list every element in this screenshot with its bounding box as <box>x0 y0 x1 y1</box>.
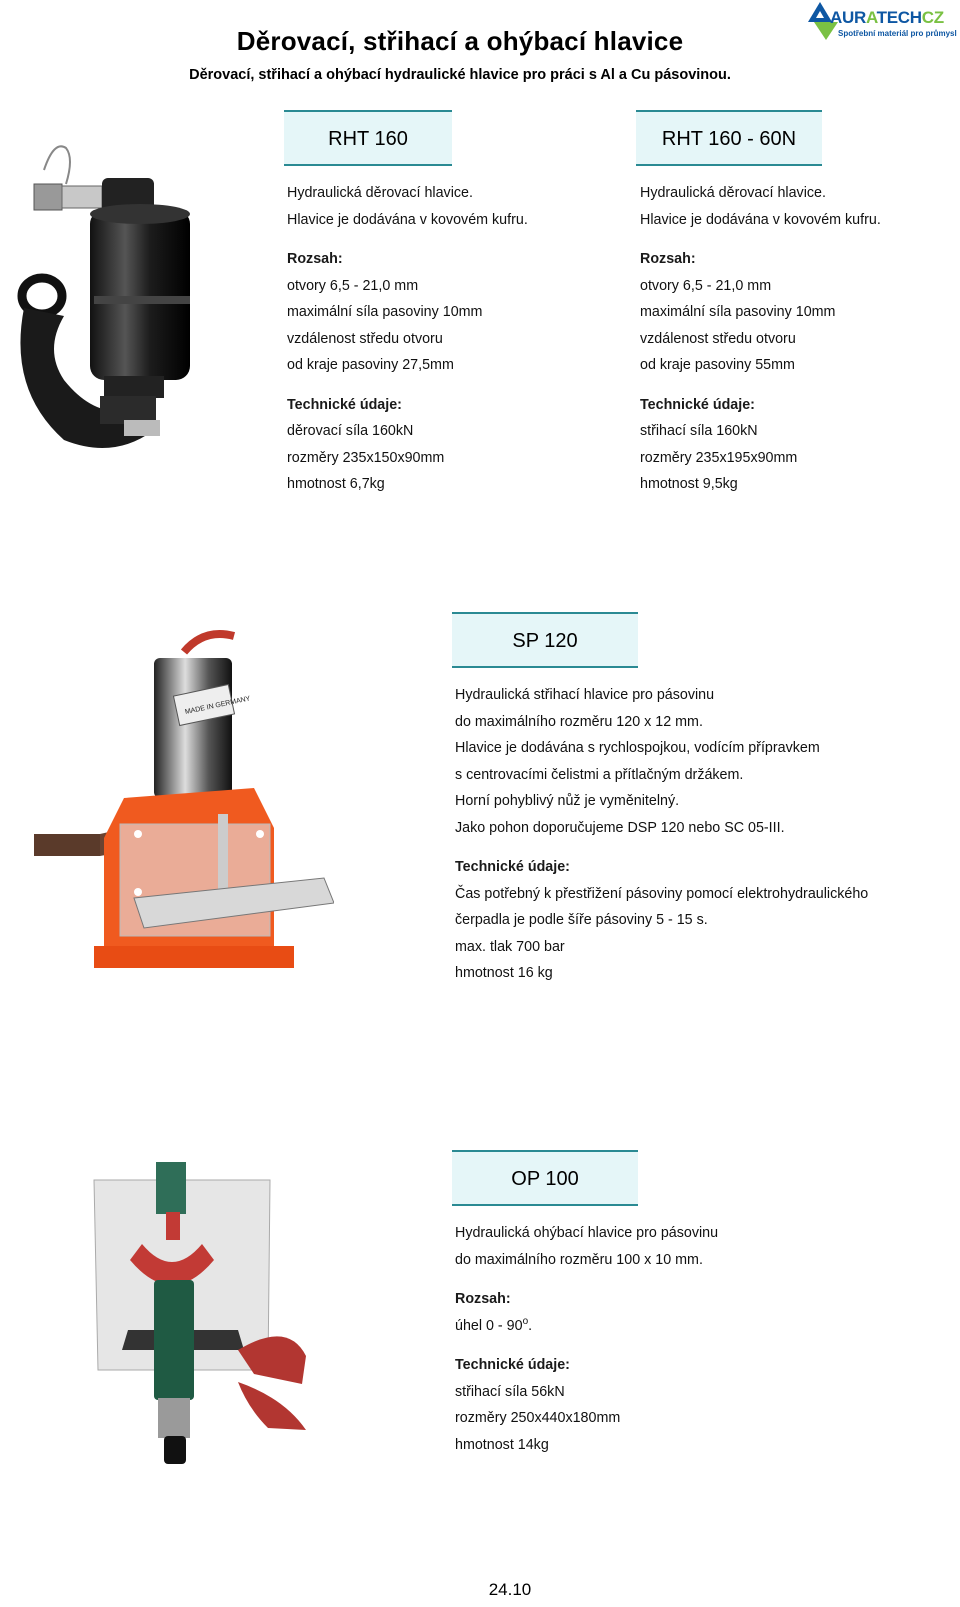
text-line: Hlavice je dodávána v kovovém kufru. <box>287 211 528 228</box>
angle-range <box>455 1313 950 1340</box>
op100-product-image <box>88 1160 314 1468</box>
made-in-germany-sticker: MADE IN GERMANY <box>184 695 251 717</box>
text-line: max. tlak 700 bar <box>455 938 565 955</box>
sp120-product-image <box>34 628 334 990</box>
text-line: hmotnost 16 kg <box>455 965 553 981</box>
text-line: vzdálenost středu otvoru <box>640 330 796 347</box>
range-label: Rozsah: <box>287 251 343 267</box>
text-line: Hlavice je dodávána v kovovém kufru. <box>640 211 881 228</box>
product-title-sp120: SP 120 <box>452 612 638 668</box>
op100-description <box>455 1220 950 1458</box>
degree-mark: o <box>522 1315 529 1327</box>
tech-label: Technické údaje: <box>455 859 570 875</box>
text-line: Hydraulická ohýbací hlavice pro pásovinu <box>455 1225 719 1241</box>
logo-tagline: Spotřební materiál pro průmysl <box>838 29 957 38</box>
text-line: hmotnost 14kg <box>455 1436 549 1453</box>
text-line: maximální síla pasoviny 10mm <box>640 304 836 320</box>
auratech-logo <box>804 0 957 44</box>
page-subtitle: Děrovací, střihací a ohýbací hydraulické hlavice pro práci s Al a Cu pásovinou. <box>189 67 731 83</box>
text-line: rozměry 235x150x90mm <box>287 449 445 466</box>
angle-range-end: . <box>528 1317 533 1334</box>
rht160-description <box>287 180 617 498</box>
product-title-op100: OP 100 <box>452 1150 638 1206</box>
text-line: Hlavice je dodávána s rychlospojkou, vodícím přípravkem <box>455 740 820 756</box>
text-line: Hydraulická děrovací hlavice. <box>640 185 826 201</box>
text-line: do maximálního rozměru 120 x 12 mm. <box>455 713 703 730</box>
text-line: od kraje pasoviny 27,5mm <box>287 357 454 373</box>
text-line: střihací síla 56kN <box>455 1383 565 1400</box>
tech-label: Technické údaje: <box>640 396 755 413</box>
text-line: od kraje pasoviny 55mm <box>640 357 795 373</box>
text-line: Hydraulická střihací hlavice pro pásovinu <box>455 687 715 703</box>
range-label: Rozsah: <box>455 1291 511 1307</box>
page-number: 24.10 <box>488 1580 532 1599</box>
logo-wordmark: AURATECHCZ <box>830 8 944 27</box>
angle-range-value: úhel 0 - 90 <box>455 1317 523 1334</box>
text-line: hmotnost 9,5kg <box>640 476 738 492</box>
text-line: rozměry 235x195x90mm <box>640 449 798 466</box>
text-line: vzdálenost středu otvoru <box>287 330 443 347</box>
text-line: hmotnost 6,7kg <box>287 476 385 492</box>
text-line: maximální síla pasoviny 10mm <box>287 304 483 320</box>
text-line: do maximálního rozměru 100 x 10 mm. <box>455 1251 703 1268</box>
product-title-rht160: RHT 160 <box>284 110 452 166</box>
text-line: střihací síla 160kN <box>640 423 758 439</box>
range-label: Rozsah: <box>640 251 696 267</box>
text-line: rozměry 250x440x180mm <box>455 1410 621 1426</box>
text-line: otvory 6,5 - 21,0 mm <box>287 277 419 294</box>
sp120-description <box>455 682 950 987</box>
text-line: čerpadla je podle šíře pásoviny 5 - 15 s. <box>455 912 708 928</box>
text-line: otvory 6,5 - 21,0 mm <box>640 277 772 294</box>
rht160-product-image <box>4 140 200 458</box>
rht160-60n-description <box>640 180 950 498</box>
tech-label: Technické údaje: <box>287 396 402 413</box>
text-line: Čas potřebný k přestřižení pásoviny pomocí elektrohydraulického <box>455 885 869 902</box>
product-title-rht160-60n: RHT 160 - 60N <box>636 110 822 166</box>
text-line: Hydraulická děrovací hlavice. <box>287 185 473 201</box>
tech-label: Technické údaje: <box>455 1357 570 1373</box>
text-line: Jako pohon doporučujeme DSP 120 nebo SC 05-III. <box>455 819 785 836</box>
text-line: s centrovacími čelistmi a přítlačným držákem. <box>455 766 744 783</box>
text-line: Horní pohyblivý nůž je vyměnitelný. <box>455 793 680 809</box>
page-title: Děrovací, střihací a ohýbací hlavice <box>236 26 684 56</box>
text-line: děrovací síla 160kN <box>287 423 414 439</box>
